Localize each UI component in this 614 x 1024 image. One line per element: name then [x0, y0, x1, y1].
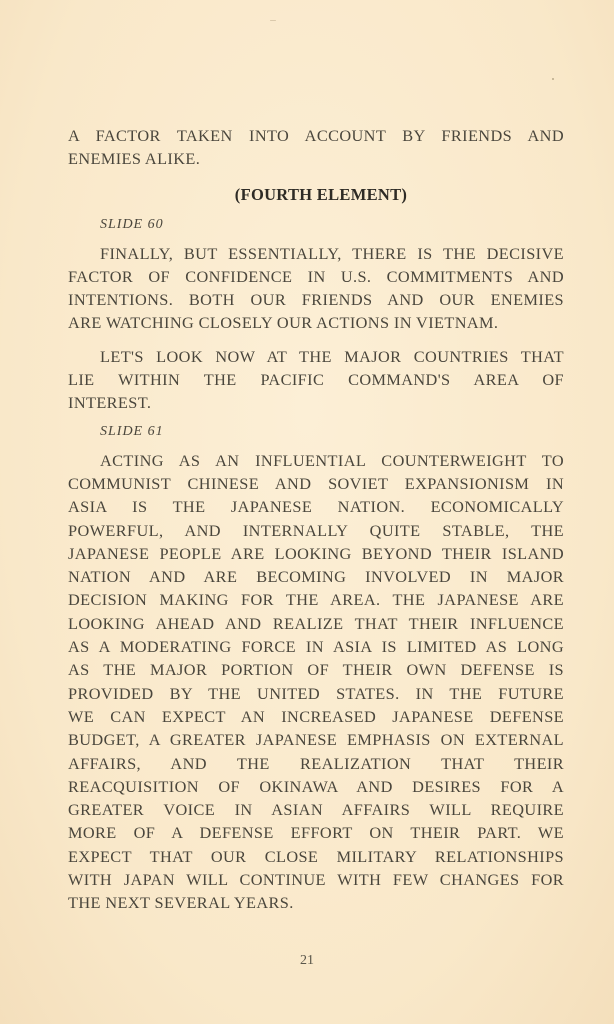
- text-line: LIE WITHIN THE PACIFIC COMMAND'S AREA OF: [68, 370, 564, 390]
- text-line: BUDGET, A GREATER JAPANESE EMPHASIS ON EXTERNAL: [68, 730, 564, 750]
- paragraph-gap: [68, 415, 564, 424]
- text-line: LOOKING AHEAD AND REALIZE THAT THEIR INFLUENCE: [68, 613, 564, 633]
- text-line: AFFAIRS, AND THE REALIZATION THAT THEIR: [68, 753, 564, 773]
- text-line: WE CAN EXPECT AN INCREASED JAPANESE DEFENSE: [68, 706, 564, 726]
- text-line: REACQUISITION OF OKINAWA AND DESIRES FOR A: [68, 776, 564, 796]
- paragraph-decisive-factor: [68, 242, 564, 335]
- text-line: COMMUNIST CHINESE AND SOVIET EXPANSIONISM IN: [68, 473, 564, 493]
- text-line: NATION AND ARE BECOMING INVOLVED IN MAJOR: [68, 567, 564, 587]
- text-line: AS A MODERATING FORCE IN ASIA IS LIMITED AS LONG: [68, 637, 564, 657]
- text-line: GREATER VOICE IN ASIAN AFFAIRS WILL REQUIRE: [68, 800, 564, 820]
- opening-paragraph: [68, 124, 564, 171]
- text-line: INTENTIONS. BOTH OUR FRIENDS AND OUR ENEMIES: [68, 290, 564, 310]
- text-line: JAPANESE PEOPLE ARE LOOKING BEYOND THEIR ISLAND: [68, 543, 564, 563]
- text-line: MORE OF A DEFENSE EFFORT ON THEIR PART. WE: [68, 823, 564, 843]
- text-line: EXPECT THAT OUR CLOSE MILITARY RELATIONSHIPS: [68, 846, 564, 866]
- text-line: AS THE MAJOR PORTION OF THEIR OWN DEFENSE IS: [68, 660, 564, 680]
- text-line: THE NEXT SEVERAL YEARS.: [68, 893, 294, 913]
- section-heading: (FOURTH ELEMENT): [234, 184, 408, 204]
- paragraph-japan: [68, 449, 564, 915]
- text-line: FACTOR OF CONFIDENCE IN U.S. COMMITMENTS AND: [68, 266, 564, 286]
- text-line: ENEMIES ALIKE.: [68, 149, 201, 169]
- text-line: POWERFUL, AND INTERNALLY QUITE STABLE, THE: [68, 520, 564, 540]
- text-line: INTEREST.: [68, 393, 152, 413]
- text-line: ACTING AS AN INFLUENTIAL COUNTERWEIGHT TO: [100, 450, 564, 470]
- document-page: [68, 124, 564, 915]
- paper-speck: [552, 78, 554, 80]
- paragraph-gap: [68, 335, 564, 345]
- text-line: LET'S LOOK NOW AT THE MAJOR COUNTRIES THAT: [100, 346, 564, 366]
- page-number: 21: [300, 953, 314, 968]
- text-line: A FACTOR TAKEN INTO ACCOUNT BY FRIENDS AND: [68, 126, 564, 145]
- slide-label: SLIDE 60: [100, 216, 164, 232]
- slide-label: SLIDE 61: [100, 423, 164, 439]
- text-line: DECISION MAKING FOR THE AREA. THE JAPANESE ARE: [68, 590, 564, 610]
- paper-speck: [270, 20, 276, 21]
- text-line: FINALLY, BUT ESSENTIALLY, THERE IS THE DECISIVE: [100, 243, 564, 263]
- text-line: ARE WATCHING CLOSELY OUR ACTIONS IN VIETNAM.: [68, 313, 499, 333]
- text-line: PROVIDED BY THE UNITED STATES. IN THE FUTURE: [68, 683, 564, 703]
- paragraph-major-countries: [68, 345, 564, 415]
- text-line: ASIA IS THE JAPANESE NATION. ECONOMICALLY: [68, 497, 564, 517]
- text-line: WITH JAPAN WILL CONTINUE WITH FEW CHANGES FOR: [68, 870, 564, 890]
